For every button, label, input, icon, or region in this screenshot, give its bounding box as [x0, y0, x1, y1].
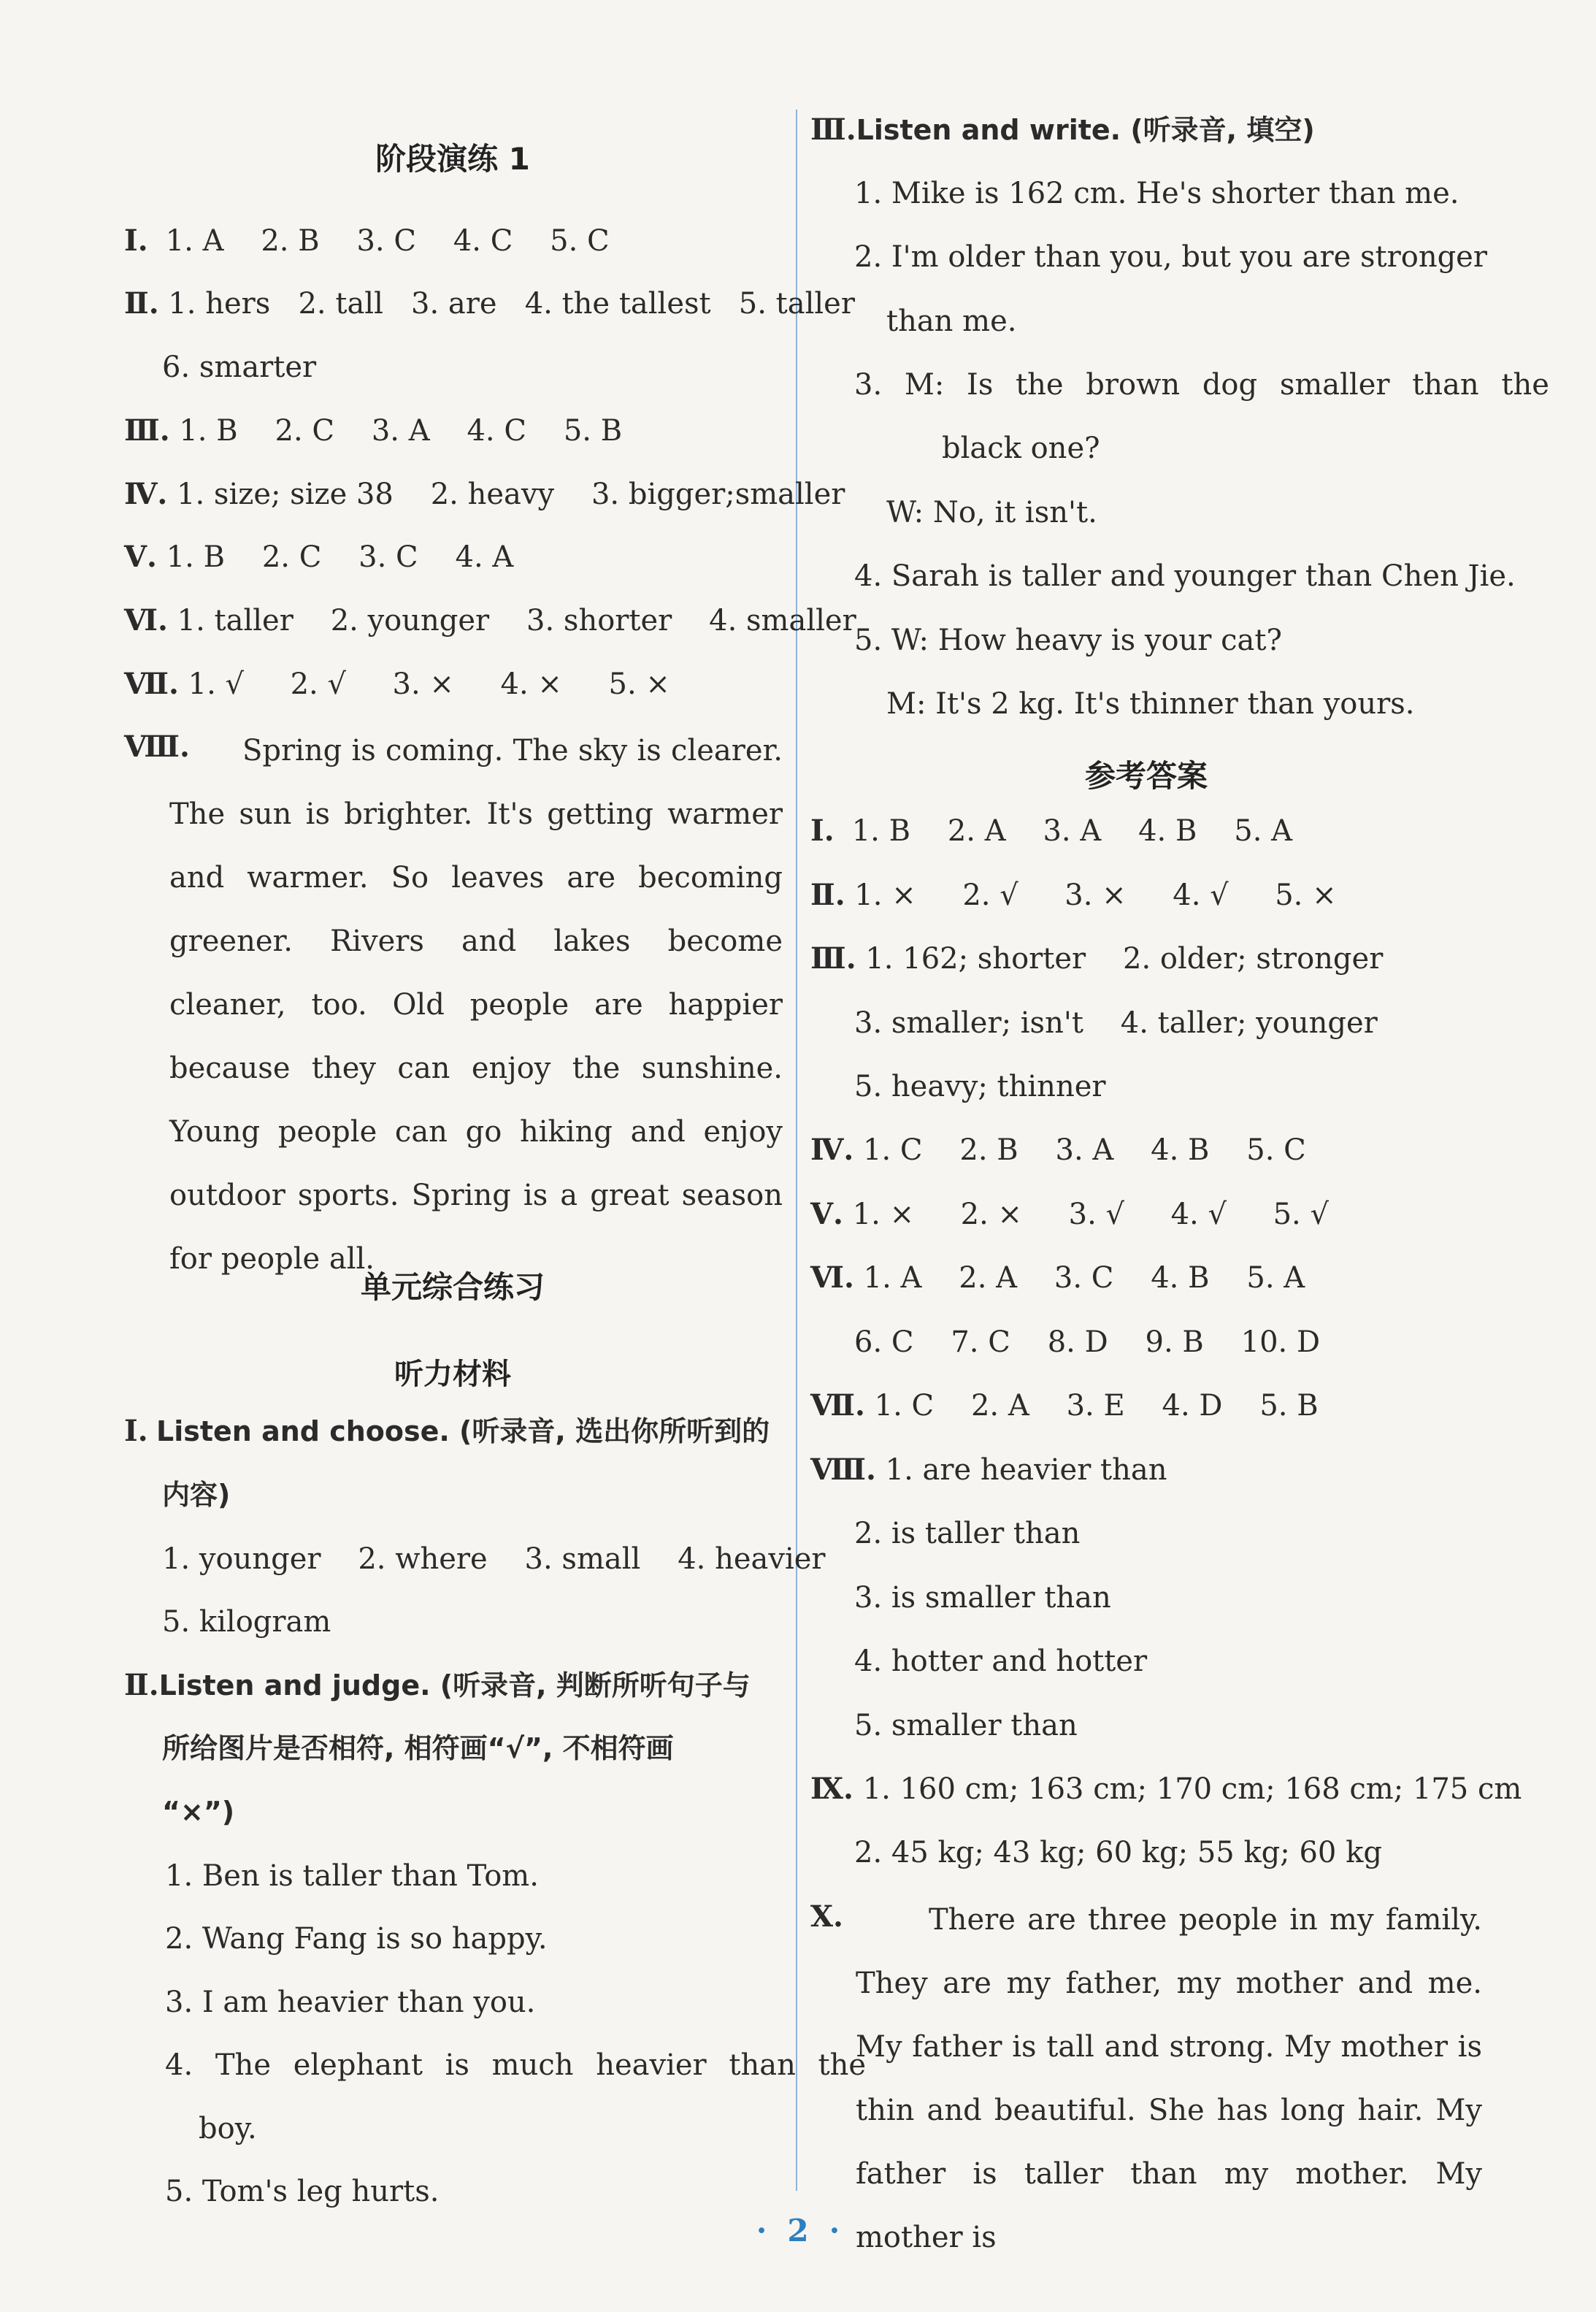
passage-spring: Spring is coming. The sky is clearer. The sun is brighter. It's getting warmer and warmer. So leaves are becoming greener. Rivers and lakes become cleaner, too. Old people are happier because they can enjoy the sunshine. Young people can go hiking and enjoy outdoor sports. Spring is a great season for people all.	[169, 734, 783, 1276]
listen-judge-heading: Ⅱ.Listen and judge. (听录音, 判断所听句子与	[124, 1668, 751, 1702]
answer-row-I: Ⅰ. 1. A 2. B 3. C 4. C 5. C	[124, 223, 610, 258]
listen-write-s2-cont: than me.	[886, 305, 1017, 338]
answer-row-III: Ⅲ. 1. B 2. C 3. A 4. C 5. B	[124, 413, 623, 448]
key-row-VIII-3: 3. is smaller than	[854, 1581, 1111, 1615]
key-row-IV: Ⅳ. 1. C 2. B 3. A 4. B 5. C	[810, 1133, 1306, 1167]
listen-choose-items: 1. younger 2. where 3. small 4. heavier	[162, 1542, 826, 1576]
listen-write-s1: 1. Mike is 162 cm. He's shorter than me.	[854, 177, 1459, 210]
listen-write-s5: 5. W: How heavy is your cat?	[854, 624, 1282, 657]
unit-title: 单元综合练习	[360, 1269, 545, 1305]
key-row-IX-2: 2. 45 kg; 43 kg; 60 kg; 55 kg; 60 kg	[854, 1836, 1382, 1869]
answer-row-VI: Ⅵ. 1. taller 2. younger 3. shorter 4. smaller	[124, 603, 856, 638]
key-row-V: Ⅴ. 1. × 2. × 3. √ 4. √ 5. √	[810, 1197, 1329, 1231]
listen-write-s3-cont: black one?	[942, 432, 1100, 465]
passage-family: There are three people in my family. They are my father, my mother and me. My father is tall and strong. My mother is thin and beautiful. She has long hair. My father is taller than my mother. My mother is	[856, 1903, 1482, 2254]
listen-judge-s1: 1. Ben is taller than Tom.	[165, 1859, 539, 1893]
key-row-VI-line2: 6. C 7. C 8. D 9. B 10. D	[854, 1325, 1321, 1359]
listen-write-heading: Ⅲ.Listen and write. (听录音, 填空)	[810, 112, 1315, 147]
key-row-X-label: Ⅹ.	[810, 1899, 843, 1934]
listen-write-s2: 2. I'm older than you, but you are stronger	[854, 240, 1487, 274]
listen-choose-heading-cont: 内容)	[162, 1479, 231, 1511]
listen-judge-s4-cont: boy.	[199, 2112, 257, 2146]
listen-judge-s3: 3. I am heavier than you.	[165, 1986, 536, 2019]
listen-judge-heading-cont2: “×”)	[162, 1796, 235, 1828]
key-row-IX: Ⅸ. 1. 160 cm; 163 cm; 170 cm; 168 cm; 175 cm	[810, 1772, 1522, 1806]
page-number: · 2 ·	[756, 2213, 840, 2248]
listening-title: 听力材料	[394, 1358, 511, 1391]
listen-judge-s5: 5. Tom's leg hurts.	[165, 2175, 440, 2208]
listen-write-s3-reply: W: No, it isn't.	[886, 496, 1097, 529]
listen-write-s4: 4. Sarah is taller and younger than Chen Jie.	[854, 559, 1516, 593]
page-dot-left: ·	[756, 2213, 767, 2248]
listen-write-s5-reply: M: It's 2 kg. It's thinner than yours.	[886, 687, 1415, 721]
listen-write-s3: 3. M: Is the brown dog smaller than the	[854, 368, 1549, 402]
key-row-III-line3: 5. heavy; thinner	[854, 1070, 1106, 1103]
answer-row-VII: Ⅶ. 1. √ 2. √ 3. × 4. × 5. ×	[124, 667, 670, 701]
answer-row-V: Ⅴ. 1. B 2. C 3. C 4. A	[124, 540, 514, 574]
answers-title: 参考答案	[1084, 758, 1208, 794]
listen-choose-item-5: 5. kilogram	[162, 1605, 331, 1639]
answer-row-II: Ⅱ. 1. hers 2. tall 3. are 4. the tallest 5. taller	[124, 286, 855, 321]
key-row-II: Ⅱ. 1. × 2. √ 3. × 4. √ 5. ×	[810, 878, 1337, 912]
key-row-VIII-5: 5. smaller than	[854, 1709, 1078, 1742]
answer-row-VIII-label: Ⅷ.	[124, 730, 190, 764]
key-row-VI: Ⅵ. 1. A 2. A 3. C 4. B 5. A	[810, 1260, 1305, 1295]
listen-judge-s2: 2. Wang Fang is so happy.	[165, 1922, 548, 1956]
page-dot-right: ·	[829, 2213, 840, 2248]
key-row-III-line2: 3. smaller; isn't 4. taller; younger	[854, 1006, 1378, 1040]
key-row-I: Ⅰ. 1. B 2. A 3. A 4. B 5. A	[810, 814, 1293, 848]
listen-choose-heading: Ⅰ. Listen and choose. (听录音, 选出你所听到的	[124, 1414, 770, 1448]
answer-row-II-cont: 6. smarter	[162, 351, 317, 384]
key-row-VIII: Ⅷ. 1. are heavier than	[810, 1452, 1167, 1487]
key-row-VII: Ⅶ. 1. C 2. A 3. E 4. D 5. B	[810, 1388, 1319, 1423]
key-row-III: Ⅲ. 1. 162; shorter 2. older; stronger	[810, 941, 1384, 976]
key-row-VIII-4: 4. hotter and hotter	[854, 1645, 1148, 1678]
column-divider	[796, 110, 797, 2191]
listen-judge-s4: 4. The elephant is much heavier than the	[165, 2048, 867, 2082]
listen-judge-heading-cont: 所给图片是否相符, 相符画“√”, 不相符画	[162, 1732, 674, 1764]
answer-row-IV: Ⅳ. 1. size; size 38 2. heavy 3. bigger;smaller	[124, 477, 845, 511]
stage-title: 阶段演练 1	[375, 141, 530, 177]
key-row-VIII-2: 2. is taller than	[854, 1517, 1081, 1550]
